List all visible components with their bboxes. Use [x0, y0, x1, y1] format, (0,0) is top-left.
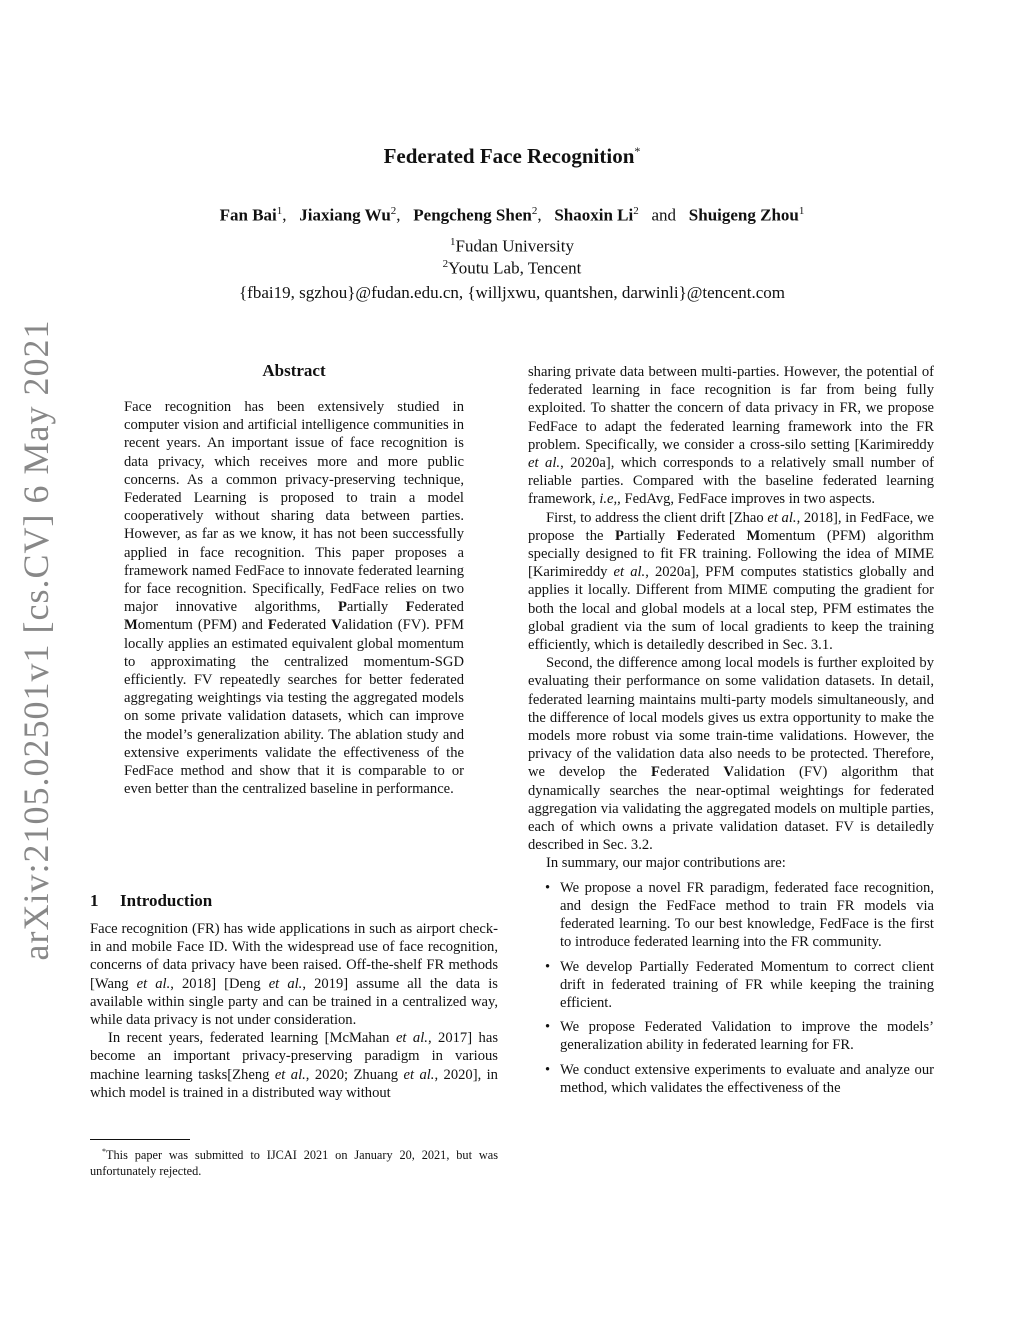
text-run: First, to address the client drift [Zhao	[546, 509, 768, 526]
bold-initial: P	[614, 527, 624, 544]
text-run: omentum (PFM)	[760, 527, 866, 544]
author-name: Jiaxiang Wu	[299, 205, 391, 225]
author-separator: ,	[537, 205, 542, 225]
text-run: Face recognition (FR) has wide applications in such as airport check-in and mobile Face ID. With the widespread use of face recognition, concerns of data privacy have been raised. Off-the-shelf FR methods [Wang	[90, 921, 498, 992]
section-title: Introduction	[120, 891, 213, 910]
text-run: algorithm specially designed to fit FR training. Following the idea of MIME [Karimireddy	[528, 527, 934, 581]
text-run: , 2019] assume all the data is available within single party and can be trained in a centralized way, while data privacy is not under consideration.	[90, 975, 498, 1029]
contribution-text: We develop Partially Federated Momentum to correct client drift in federated training of FR while keeping the training efficient.	[560, 958, 934, 1011]
intro-paragraph	[90, 920, 498, 1029]
contribution-item	[528, 879, 934, 952]
section-heading	[90, 891, 212, 911]
text-run: In recent years, federated learning [McMahan	[108, 1030, 396, 1047]
affiliation-text: Fudan University	[455, 236, 575, 256]
abstract-text: ederated	[276, 617, 332, 634]
italic-ie: i.e,	[599, 491, 618, 508]
affiliation-2	[0, 258, 1024, 279]
abstract-text: artially	[346, 599, 406, 616]
author-name: Fan Bai	[219, 205, 277, 225]
footnote-mark: *	[102, 1147, 106, 1156]
affiliation-1	[0, 236, 1024, 257]
affiliation-mark: 1	[449, 236, 456, 248]
contribution-list	[528, 879, 934, 1097]
text-run: , FedAvg, FedFace improves in two aspects.	[617, 491, 876, 508]
bold-initial: F	[651, 764, 660, 781]
text-run: , 2018], in FedFace, we propose the	[528, 509, 934, 544]
citation-etal: et al.	[528, 455, 561, 472]
intro-column	[90, 920, 498, 1102]
author-name: Shaoxin Li	[554, 205, 634, 225]
author-affil-mark: 1	[798, 205, 805, 217]
citation-etal: et al.	[613, 564, 646, 581]
contribution-item	[528, 958, 934, 1013]
intro-paragraph	[90, 1029, 498, 1102]
abstract-initial: P	[337, 599, 347, 616]
affiliation-mark: 2	[442, 258, 449, 270]
citation-etal: et al.	[403, 1066, 435, 1083]
citation-etal: et al.	[268, 975, 303, 992]
citation-etal: et al.	[136, 975, 171, 992]
abstract-text: alidation (FV).	[341, 617, 430, 634]
abstract-text: Face recognition has been extensively studied in computer vision and artificial intelligence communities in recent years. An important issue of face recognition is data privacy, which receives more and more public concerns. As a common privacy-preserving technique, Federated Learning is proposed to train a model cooperatively without sharing data between parties. However, as far as we know, it has not been successfully applied in face recognition. This paper proposes a framework named FedFace to innovate federated learning for face recognition. Specifically, FedFace relies on two major innovative algorithms,	[124, 399, 464, 616]
contribution-text: We conduct extensive experiments to evaluate and analyze our method, which validates the effectiveness of the	[560, 1061, 934, 1096]
title-footnote-mark: *	[634, 144, 641, 158]
bullet: •	[545, 1019, 551, 1036]
contribution-item	[528, 1018, 934, 1054]
body-paragraph	[528, 363, 934, 509]
text-run: , 2017] has become an important privacy-preserving paradigm in various machine learning tasks[Zheng	[90, 1030, 499, 1083]
affiliation-text: Youtu Lab, Tencent	[448, 258, 582, 278]
author-name: Shuigeng Zhou	[688, 205, 799, 225]
footnote-text: This paper was submitted to IJCAI 2021 on January 20, 2021, but was unfortunately rejected.	[90, 1148, 498, 1179]
body-paragraph	[528, 509, 934, 655]
right-column	[528, 363, 934, 1103]
author-and: and	[651, 205, 677, 225]
bold-initial: V	[723, 764, 734, 781]
abstract-initial: V	[331, 617, 342, 634]
contribution-text: We propose Federated Validation to improve the models’ generalization ability in federated learning for FR.	[560, 1019, 934, 1054]
text-run: sharing private data between multi-parties. However, the potential of federated learning in face recognition is far from being fully exploited. To shatter the concern of data privacy in FR, we propose FedFace to adapt the federated learning framework into the FR problem. Specifically, we consider a cross-silo setting [Karimireddy	[528, 364, 934, 453]
footnote-rule	[90, 1139, 190, 1140]
abstract-heading: Abstract	[262, 361, 326, 380]
abstract-text: PFM locally applies an estimated equivalent global momentum to approximating the centralized momentum-SGD efficiently. FV repeatedly searches for better federated aggregating weightings via testing the aggregated models on some private validation datasets, which can improve the model’s generalization ability. The ablation study and extensive experiments validate the effectiveness of the FedFace method and show that it is comparable to or even better than the centralized baseline in performance.	[124, 617, 464, 798]
bullet: •	[545, 879, 551, 896]
text-run: , 2020a], PFM computes statistics globally and applies it locally. Different from MIME computing the gradient for both the local and global models at a local step, PFM estimates the global gradient via the sum of local gradients to keep the training efficiently, which is detailedly described in Sec. 3.1.	[528, 564, 934, 654]
body-paragraph: In summary, our major contributions are:	[546, 855, 786, 872]
text-run: ederated	[685, 527, 747, 544]
citation-etal: et al.	[395, 1030, 428, 1047]
abstract-initial: F	[405, 599, 415, 616]
author-affil-mark: 2	[390, 205, 397, 217]
author-list	[0, 205, 1024, 226]
section-number: 1	[90, 891, 99, 910]
author-affil-mark: 2	[633, 205, 639, 217]
text-run: , 2020; Zhuang	[305, 1066, 404, 1083]
arxiv-identifier-stamp: arXiv:2105.02501v1 [cs.CV] 6 May 2021	[16, 319, 56, 961]
contribution-text: We propose a novel FR paradigm, federated face recognition, and design the FedFace method to train FR models via federated learning. To our best knowledge, FedFace is the first to introduce federated learning into the FR community.	[560, 879, 934, 951]
text-run: Second, the difference among local models is further exploited by evaluating their performance on some validation datasets. In detail, federated learning maintains multi-party models simultaneously, and the difference of local models gives us extra opportunity to make the models more robust via some train-time validations. However, the privacy of the validation data also needs to be protected. Therefore, we develop the	[528, 655, 934, 781]
bullet: •	[545, 958, 551, 975]
author-name: Pengcheng Shen	[413, 205, 532, 225]
author-separator: ,	[396, 205, 401, 225]
citation-etal: et al.	[767, 509, 797, 526]
bullet: •	[545, 1061, 551, 1078]
abstract-initial: F	[267, 617, 277, 634]
text-run: , 2020a], which corresponds to a relatively small number of reliable parties. Compared with the baseline federated learning framework,	[528, 455, 934, 508]
abstract-text: ederated	[414, 599, 464, 616]
text-run: algorithm that dynamically searches the near-optimal weightings for federated aggregation via validating the aggregated models on multiple parties, each of which owns a private validation dataset. FV is detailedly described in Sec. 3.2.	[528, 764, 934, 854]
abstract-initial: M	[124, 617, 138, 634]
text-run: ederated	[659, 764, 724, 781]
text-run: , 2018] [Deng	[170, 975, 269, 992]
citation-etal: et al.	[274, 1066, 306, 1083]
title-text: Federated Face Recognition	[383, 144, 635, 168]
author-emails: {fbai19, sgzhou}@fudan.edu.cn, {willjxwu, quantshen, darwinli}@tencent.com	[239, 283, 785, 302]
contribution-item	[528, 1061, 934, 1097]
text-run: alidation (FV)	[733, 764, 828, 781]
bold-initial: M	[746, 527, 761, 544]
paper-title	[0, 144, 1024, 169]
abstract-text: omentum (PFM) and	[137, 617, 263, 634]
footnote	[90, 1144, 498, 1179]
text-run: , 2020], in which model is trained in a distributed way without	[90, 1066, 498, 1101]
author-affil-mark: 2	[531, 205, 538, 217]
body-paragraph	[528, 654, 934, 854]
abstract-body	[124, 398, 464, 798]
bold-initial: F	[676, 527, 686, 544]
text-run: artially	[623, 527, 677, 544]
author-separator: ,	[282, 205, 287, 225]
author-affil-mark: 1	[276, 205, 283, 217]
